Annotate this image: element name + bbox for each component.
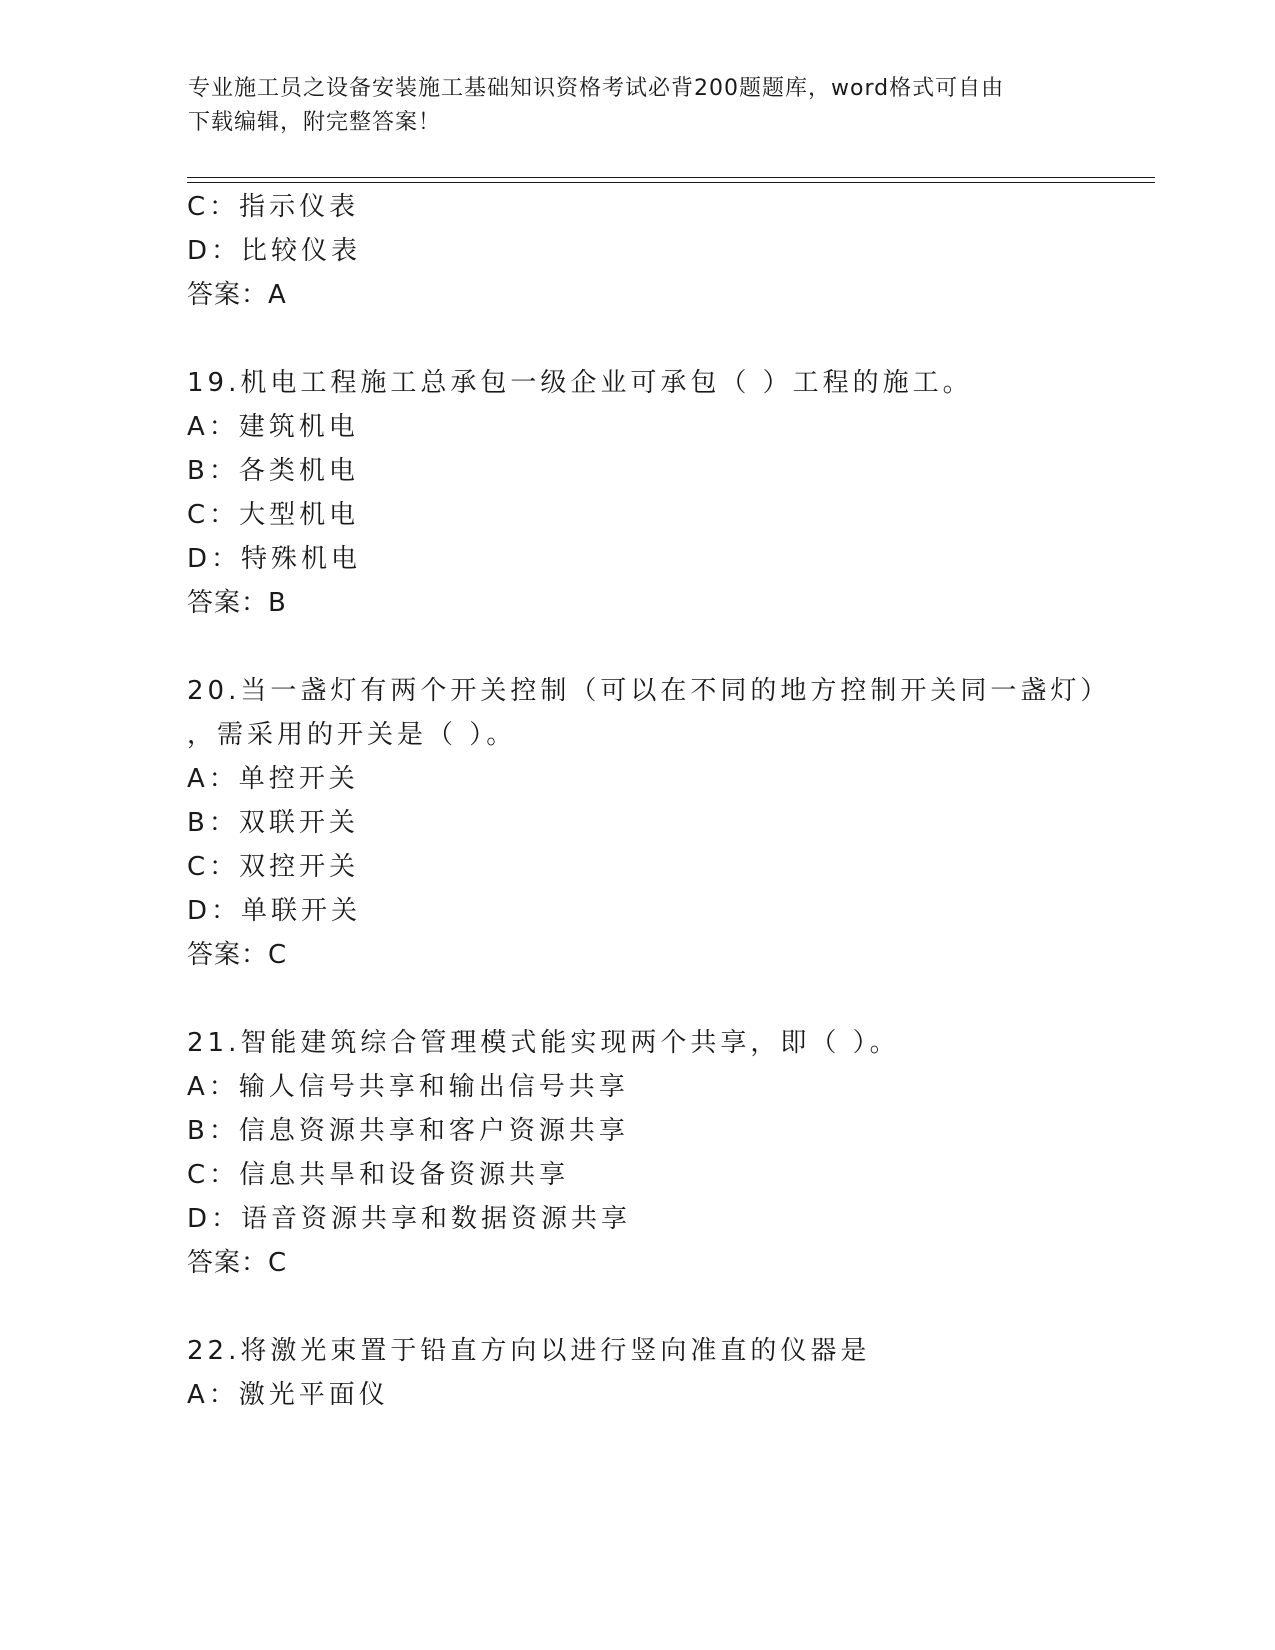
q21-option-c: C：信息共旱和设备资源共享	[187, 1160, 570, 1190]
q20-option-a: A：单控开关	[187, 764, 359, 794]
q19-option-a: A：建筑机电	[187, 412, 359, 442]
q21-option-a: A：输人信号共享和输出信号共享	[187, 1072, 629, 1102]
document-header	[188, 72, 1088, 140]
q22-option-a: A：激光平面仪	[187, 1380, 389, 1410]
header-rule-bottom	[187, 182, 1155, 183]
header-rule-top	[187, 177, 1155, 178]
q21-option-d: D：语音资源共享和数据资源共享	[187, 1204, 632, 1234]
header-line-1: 专业施工员之设备安装施工基础知识资格考试必背200题题库，word格式可自由	[188, 76, 1005, 101]
q19-option-b: B：各类机电	[187, 456, 359, 486]
q20-answer: 答案：C	[187, 940, 288, 970]
q22-stem: 22.将激光束置于铅直方向以进行竖向准直的仪器是	[187, 1336, 871, 1366]
q19-option-c: C：大型机电	[187, 500, 360, 530]
q21-answer: 答案：C	[187, 1248, 288, 1278]
q20-stem-line-1: 20.当一盏灯有两个开关控制（可以在不同的地方控制开关同一盏灯）	[187, 676, 1111, 706]
prev-option-d: D：比较仪表	[187, 236, 362, 266]
q19-option-d: D：特殊机电	[187, 544, 362, 574]
q21-stem: 21.智能建筑综合管理模式能实现两个共享，即（ ）。	[187, 1028, 900, 1058]
q19-answer: 答案：B	[187, 588, 287, 618]
q19-stem: 19.机电工程施工总承包一级企业可承包（ ）工程的施工。	[187, 368, 973, 398]
q20-option-b: B：双联开关	[187, 808, 359, 838]
header-line-2: 下载编辑，附完整答案！	[188, 110, 442, 135]
q20-stem-line-2: ，需采用的开关是（ ）。	[187, 720, 517, 750]
q20-option-d: D：单联开关	[187, 896, 362, 926]
q21-option-b: B：信息资源共享和客户资源共享	[187, 1116, 629, 1146]
prev-answer: 答案：A	[187, 280, 287, 310]
q20-option-c: C：双控开关	[187, 852, 360, 882]
prev-option-c: C：指示仪表	[187, 192, 360, 222]
